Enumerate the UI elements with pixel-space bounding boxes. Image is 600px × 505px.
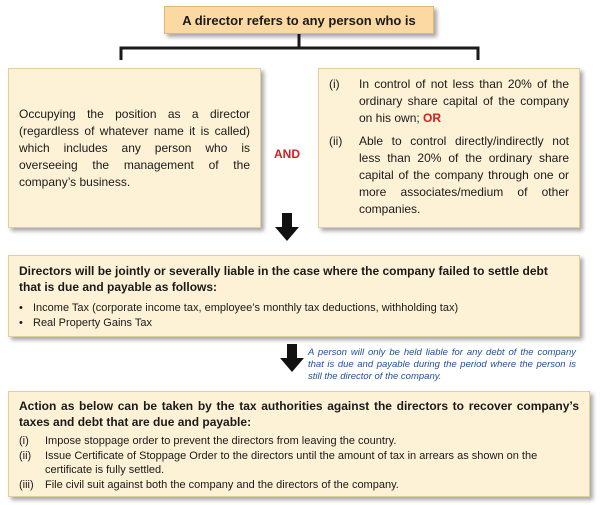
action-item (19, 434, 579, 448)
bullet-icon: • (19, 317, 23, 329)
action-number: (i) (19, 435, 29, 447)
action-text: Issue Certificate of Stoppage Order to the directors until the amount of tax in arrears as shown on the certificate is fully settled. (45, 450, 538, 476)
liability-bullet-text: Income Tax (corporate income tax, employee’s monthly tax deductions, withholding tax) (33, 302, 459, 314)
condition-number: (ii) (329, 134, 343, 148)
actions-heading: Action as below can be taken by the tax authorities against the directors to recover company’s taxes and debt that are due and payable: (19, 399, 579, 429)
liability-note: A person will only be held liable for any debt of the company that is due and payable during the period where the person is still the director of the company. (308, 347, 576, 382)
liability-bullet (19, 301, 569, 316)
and-connector: AND (274, 147, 300, 161)
left-condition-box (8, 68, 261, 228)
action-item (19, 478, 579, 492)
liability-heading: Directors will be jointly or severally liable in the case where the company failed to settle debt that is due and payable as follows: (19, 264, 548, 294)
down-arrow-icon (275, 213, 299, 243)
liability-box (8, 255, 580, 337)
bullet-icon: • (19, 302, 23, 314)
action-text: Impose stoppage order to prevent the directors from leaving the country. (45, 435, 397, 447)
down-arrow-icon (280, 344, 304, 374)
or-connector: OR (423, 111, 442, 125)
condition-text: Able to control directly/indirectly not less than 20% of the ordinary share capital of the company through one or more associates/medium of other companies. (359, 134, 569, 216)
liability-bullet (19, 316, 569, 331)
diagram-title: A director refers to any person who is (182, 12, 416, 28)
condition-number: (i) (329, 77, 340, 91)
action-text: File civil suit against both the company and the directors of the company. (45, 479, 399, 491)
condition-item (329, 76, 569, 127)
right-condition-box (318, 68, 580, 228)
action-number: (iii) (19, 479, 34, 491)
liability-bullet-text: Real Property Gains Tax (33, 317, 153, 329)
left-condition-text: Occupying the position as a director (regardless of whatever name it is called) which includes any person who is overseeing the management of the company’s business. (19, 106, 250, 189)
actions-box (8, 391, 590, 497)
condition-item (329, 133, 569, 218)
action-item (19, 449, 579, 477)
condition-text: In control of not less than 20% of the ordinary share capital of the company on his own; (359, 77, 569, 125)
action-number: (ii) (19, 450, 32, 462)
